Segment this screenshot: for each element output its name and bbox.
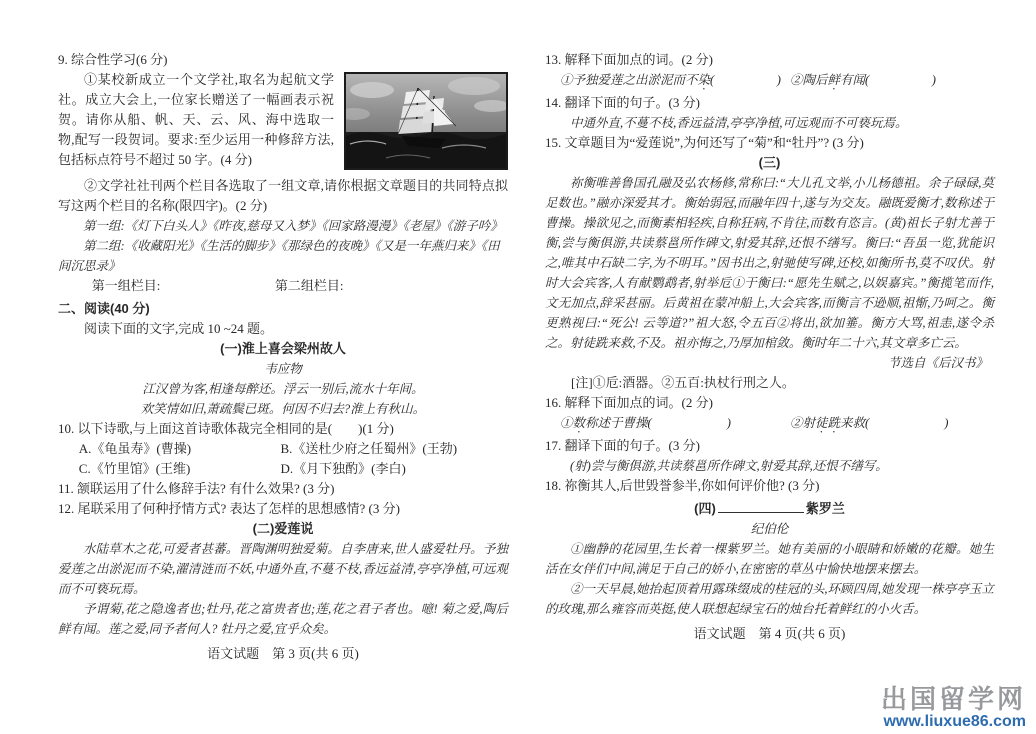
question-14-sentence: 中通外直,不蔓不枝,香远益清,亭亭净植,可远观而不可亵玩焉。 xyxy=(570,116,908,130)
reading-3-passage: 祢衡唯善鲁国孔融及弘农杨修,常称曰:“大儿孔文举,小儿杨德祖。余子碌碌,莫足数也。”融亦深爱其才。衡始弱冠,而融年四十,遂与为交友。融既爱衡才,数称述于曹操。操欲见之,而衡素相轻疾,自称狂病,不肯往,而数有恣言。(黄)祖长子射尤善于衡,尝与衡俱游,共读蔡邕所作碑文,射爱其辞,还恨不缮写。衡曰:“吾虽一览,犹能识之,唯其中石缺二字,为不明耳。”因书出之,射驰使写碑,还校,如衡所书,莫不叹伏。射时大会宾客,人有献鹦鹉者,射举卮①于衡曰:“愿先生赋之,以娱嘉宾。”衡揽笔而作,文无加点,辞采甚丽。后黄祖在蒙冲船上,大会宾客,而衡言不逊顺,祖惭,乃呵之。衡更熟视曰:“死公! 云等道?”祖大怒,令五百②将出,欲加箠。衡方大骂,祖恚,遂令杀之。射徒跣来救,不及。祖亦悔之,乃厚加棺敛。衡时年二十六,其文章多亡云。 xyxy=(545,176,994,350)
question-15: 15. 文章题目为“爱莲说”,为何还写了“菊”和“牡丹”? (3 分) xyxy=(545,135,864,150)
question-9-heading: 9. 综合性学习(6 分) xyxy=(58,52,168,67)
question-9-part1: ①某校新成立一个文学社,取名为起航文学社。成立大会上,一位家长赠送了一幅画表示祝贺。请你从船、帆、天、云、风、海中选取一物,配写一段贺词。要求:至少运用一种修辞方法,包括标点符号不超过 50 字。(4 分) xyxy=(58,72,334,167)
option-d: D.《月下独酌》(李白) xyxy=(280,461,406,476)
reading-4-title-text: 紫罗兰 xyxy=(805,501,845,516)
title-blank-underline xyxy=(718,500,804,513)
reading-2-paragraph-2: 予谓菊,花之隐逸者也;牡丹,花之富贵者也;莲,花之君子者也。噫! 菊之爱,陶后鲜有闻。莲之爱,同予者何人? 牡丹之爱,宜乎众矣。 xyxy=(58,602,508,636)
question-16-items xyxy=(545,413,994,436)
reading-4-title xyxy=(545,499,994,519)
poem-line-2: 欢笑情如旧,萧疏鬓已斑。何因不归去?淮上有秋山。 xyxy=(140,402,426,416)
page-3-footer: 语文试题 第 3 页(共 6 页) xyxy=(207,646,359,661)
question-10: 10. 以下诗歌,与上面这首诗歌体裁完全相同的是( )(1 分) xyxy=(58,421,394,436)
reading-3-note: [注]①卮:酒器。②五百:执杖行刑之人。 xyxy=(571,375,795,390)
question-16-item-2: ②射徒跣来救( ) xyxy=(790,416,949,430)
sailing-ship-image xyxy=(346,74,506,168)
liuxue86-watermark xyxy=(881,686,1026,730)
watermark-site-url: www.liuxue86.com xyxy=(883,713,1026,730)
question-17-sentence: (射)尝与衡俱游,共读蔡邕所作碑文,射爱其辞,还恨不缮写。 xyxy=(570,459,888,473)
question-11: 11. 颔联运用了什么修辞手法? 有什么效果? (3 分) xyxy=(58,481,335,496)
option-b: B.《送杜少府之任蜀州》(王勃) xyxy=(280,441,458,456)
question-13-items xyxy=(545,70,994,93)
reading-4-author: 纪伯伦 xyxy=(750,522,789,536)
reading-3-source: 节选自《后汉书》 xyxy=(887,356,988,370)
sailing-ship-painting xyxy=(344,72,508,170)
question-10-options-cd xyxy=(58,459,508,479)
reading-1-author: 韦应物 xyxy=(264,362,302,376)
page-3 xyxy=(58,50,508,664)
option-a: A.《龟虽寿》(曹操) xyxy=(78,441,192,456)
poem-line-1: 江汉曾为客,相逢每醉还。浮云一别后,流水十年间。 xyxy=(142,382,424,396)
section-2-heading: 二、阅读(40 分) xyxy=(58,301,150,316)
reading-4-paragraph-2: ②一天早晨,她抬起顶着用露珠缀成的桂冠的头,环顾四周,她发现一株亭亭玉立的玫瑰,那么雍容而英挺,使人联想起绿宝石的烛台托着鲜红的小火舌。 xyxy=(545,582,994,616)
question-12: 12. 尾联采用了何种抒情方式? 表达了怎样的思想感情? (3 分) xyxy=(58,501,400,516)
question-9-body xyxy=(58,70,508,176)
reading-3-title: (三) xyxy=(758,155,781,170)
question-10-options-ab xyxy=(58,439,508,459)
page-4 xyxy=(545,50,994,644)
question-13-item-2: ②陶后鲜有闻( ) xyxy=(790,73,936,87)
page-4-footer: 语文试题 第 4 页(共 6 页) xyxy=(693,626,846,641)
question-9-answer-blanks xyxy=(58,276,508,296)
question-13-item-1: ①予独爱莲之出淤泥而不染( ) xyxy=(560,73,781,87)
question-9-group2: 第二组:《收藏阳光》《生活的脚步》《那绿色的夜晚》《又是一年燕归来》《田间沉思录》 xyxy=(58,239,500,273)
question-14: 14. 翻译下面的句子。(3 分) xyxy=(545,95,700,110)
watermark-site-name: 出国留学网 xyxy=(880,684,1026,714)
group1-blank-label: 第一组栏目: xyxy=(91,278,161,293)
reading-4-number: (四) xyxy=(694,501,716,516)
question-16: 16. 解释下面加点的词。(2 分) xyxy=(545,395,713,410)
reading-2-title: (二)爱莲说 xyxy=(252,521,314,536)
question-9-part2: ②文学社社刊两个栏目各选取了一组文章,请你根据文章题目的共同特点拟写这两个栏目的名称(限四字)。(2 分) xyxy=(58,178,508,213)
reading-2-paragraph-1: 水陆草木之花,可爱者甚蕃。晋陶渊明独爱菊。自李唐来,世人盛爱牡丹。予独爱莲之出淤泥而不染,濯清涟而不妖,中通外直,不蔓不枝,香远益清,亭亭净植,可远观而不可亵玩焉。 xyxy=(58,542,508,596)
reading-1-title: (一)淮上喜会梁州故人 xyxy=(220,341,346,356)
question-16-item-1: ①数称述于曹操( ) xyxy=(560,416,731,430)
question-9-group1: 第一组:《灯下白头人》《昨夜,慈母又入梦》《回家路漫漫》《老屋》《游子吟》 xyxy=(83,219,503,233)
question-18: 18. 祢衡其人,后世毁誉参半,你如何评价他? (3 分) xyxy=(545,478,820,493)
option-c: C.《竹里馆》(王维) xyxy=(78,461,191,476)
question-13: 13. 解释下面加点的词。(2 分) xyxy=(545,52,713,67)
question-17: 17. 翻译下面的句子。(3 分) xyxy=(545,438,700,453)
reading-4-paragraph-1: ①幽静的花园里,生长着一棵紫罗兰。她有美丽的小眼睛和娇嫩的花瓣。她生活在女伴们中间,满足于自己的娇小,在密密的草丛中愉快地摆来摆去。 xyxy=(545,542,994,576)
section-2-intro: 阅读下面的文字,完成 10 ~24 题。 xyxy=(84,321,274,336)
group2-blank-label: 第二组栏目: xyxy=(274,278,344,293)
